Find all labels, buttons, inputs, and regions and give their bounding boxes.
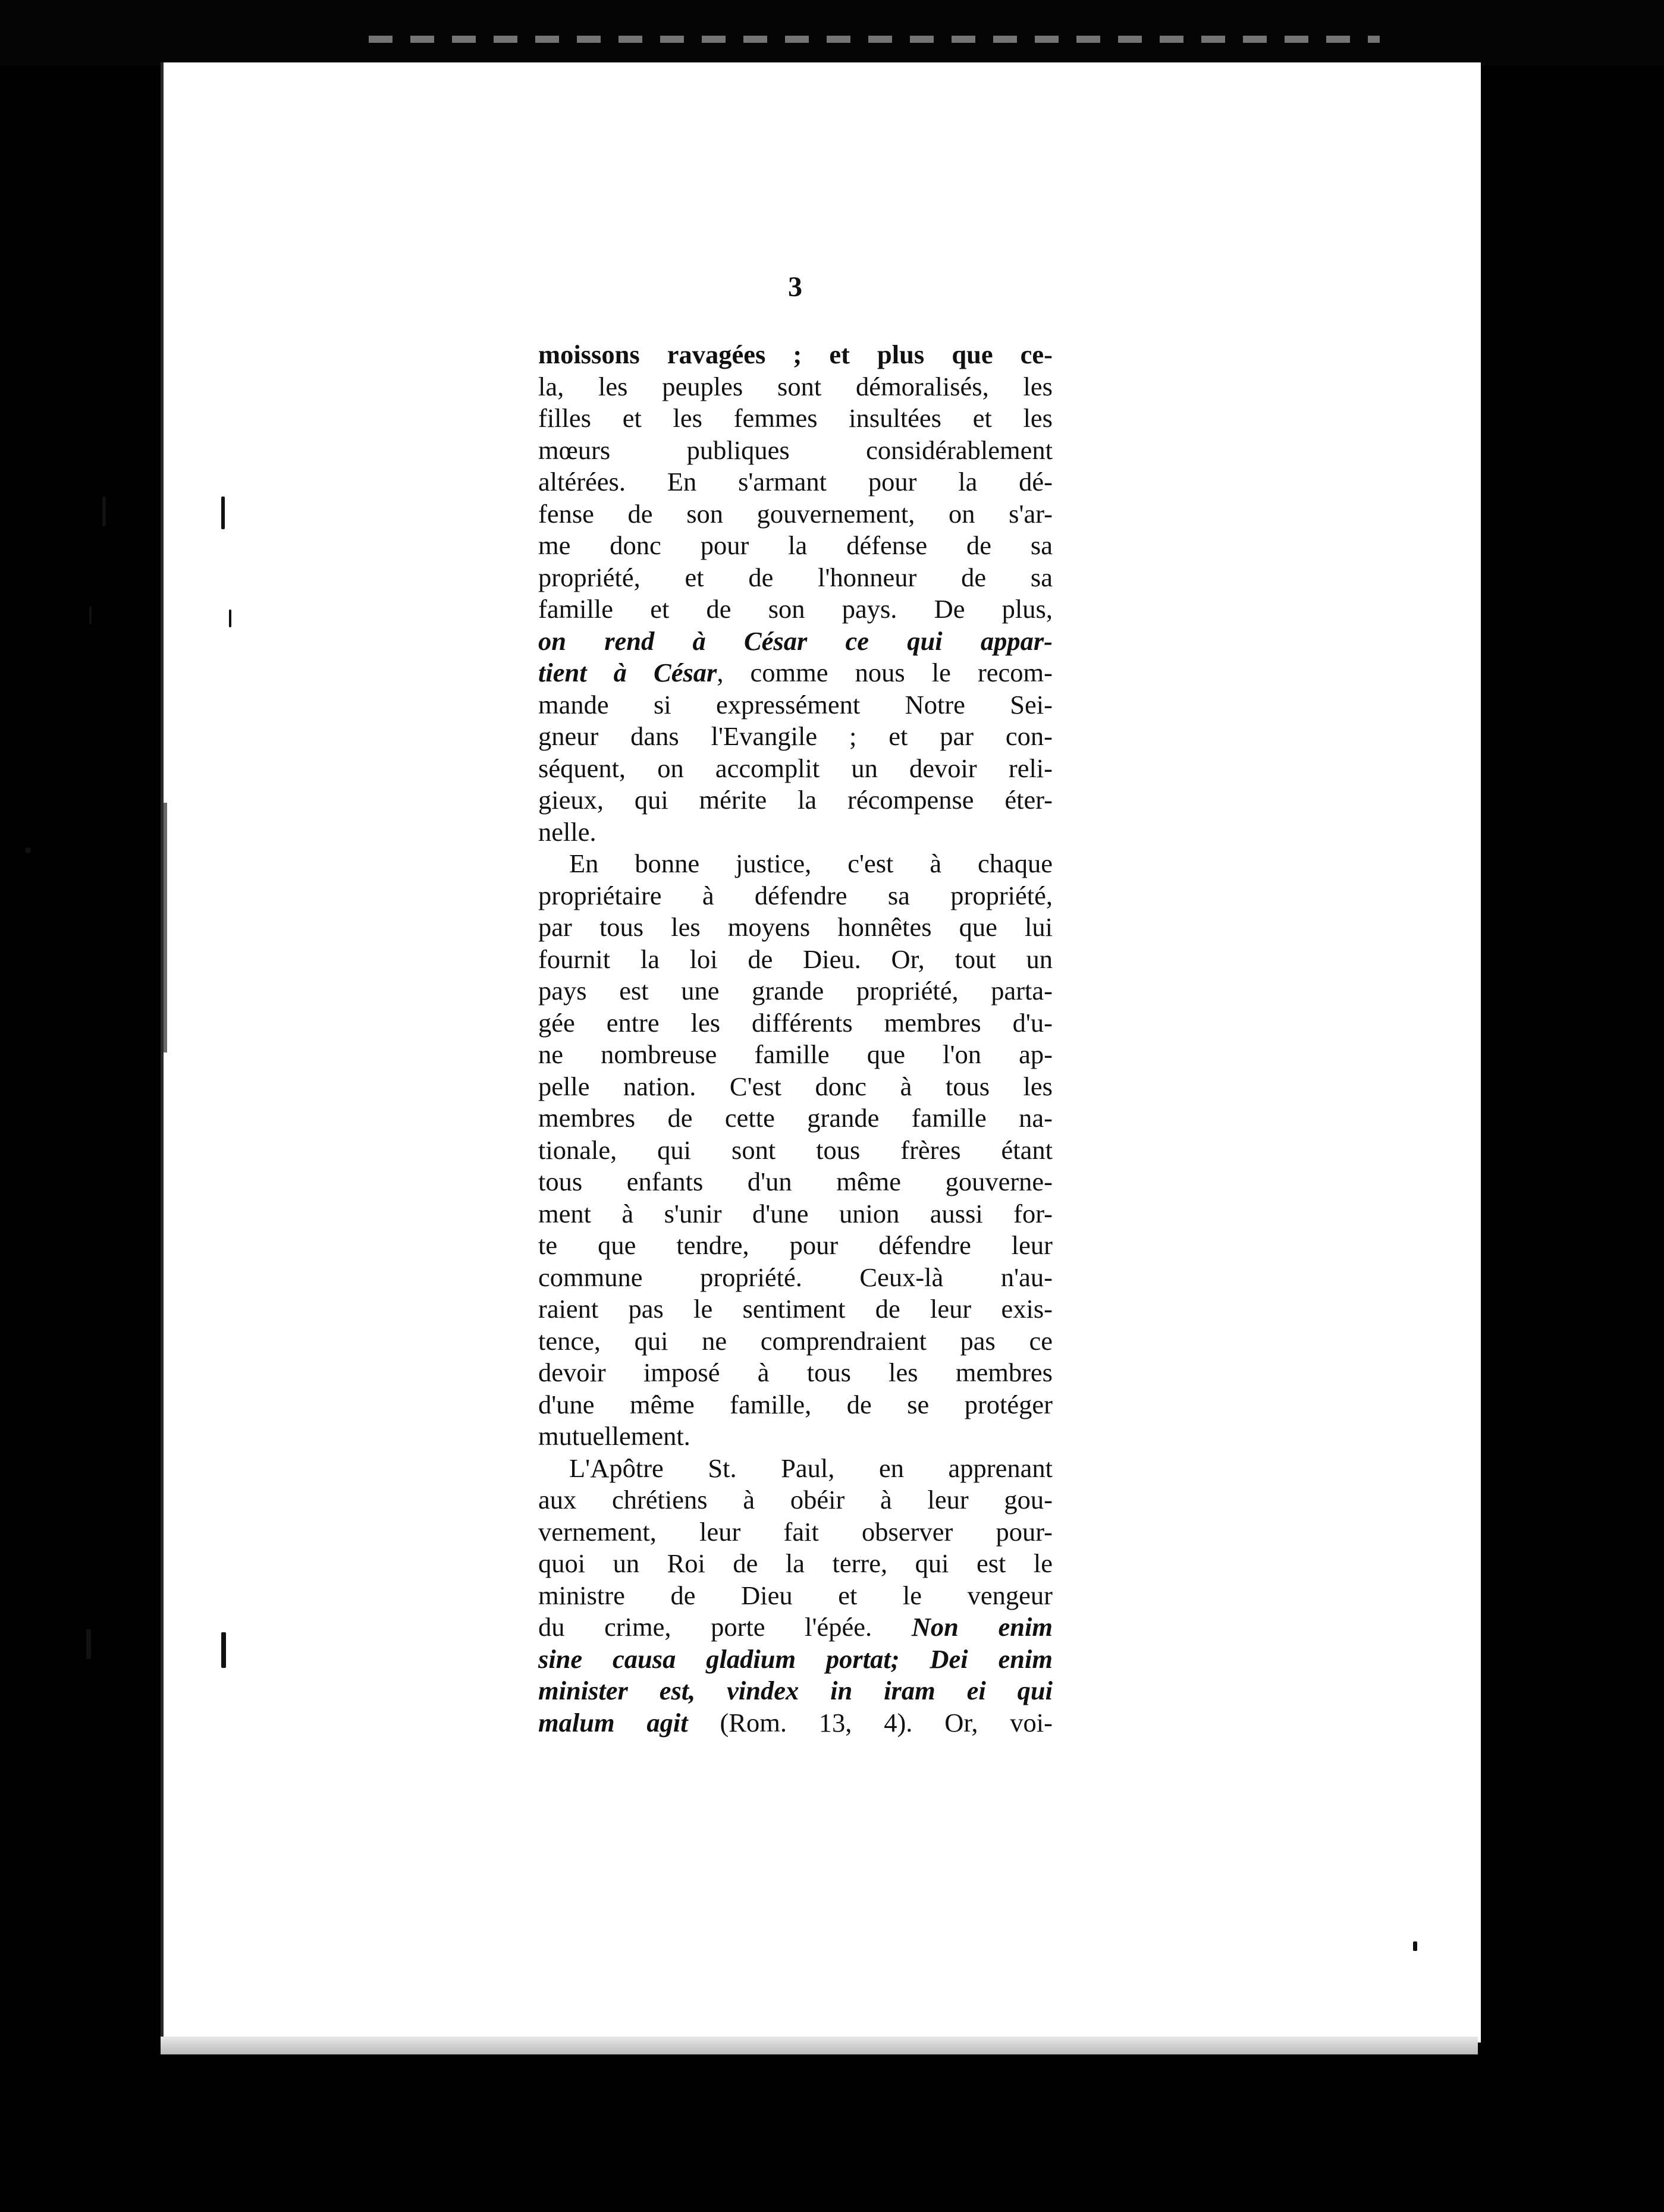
page-number: 3 [788, 271, 802, 303]
paragraph [538, 848, 1053, 1453]
text-line: aux chrétiens à obéir à leur gou- [538, 1485, 1053, 1515]
text-line: ministre de Dieu et le vengeur [538, 1580, 1053, 1610]
text-line: tence, qui ne comprendraient pas ce [538, 1325, 1053, 1356]
scan-mark [229, 609, 231, 627]
binding-edge-mark [164, 803, 167, 1052]
scan-mark [102, 497, 106, 526]
text-line: tionale, qui sont tous frères étant [538, 1135, 1053, 1165]
text-fragment: (Rom. 13, 4). Or, voi- [687, 1707, 1053, 1737]
italic-phrase: tient à César [538, 658, 717, 687]
text-line: la, les peuples sont démoralisés, les [538, 371, 1053, 401]
text-line: gneur dans l'Evangile ; et par con- [538, 721, 1053, 751]
text-line: fense de son gouvernement, on s'ar- [538, 498, 1053, 529]
text-line [538, 1611, 1053, 1644]
text-line: mœurs publiques considérablement [538, 435, 1053, 465]
text-line-italic [538, 1675, 1053, 1707]
text-line: raient pas le sentiment de leur exis- [538, 1294, 1053, 1324]
page-bottom-edge [161, 2037, 1478, 2054]
text-line: ne nombreuse famille que l'on ap- [538, 1039, 1053, 1069]
text-line: En bonne justice, c'est à chaque [569, 849, 1053, 878]
text-line: mande si expressément Notre Sei- [538, 689, 1053, 719]
text-line: propriété, et de l'honneur de sa [538, 562, 1053, 592]
text-line: fournit la loi de Dieu. Or, tout un [538, 944, 1053, 974]
scan-mark [221, 1632, 226, 1668]
text-line: gée entre les différents membres d'u- [538, 1007, 1053, 1038]
text-line: moissons ravagées ; et plus que ce- [538, 340, 1053, 369]
text-line: vernement, leur fait observer pour- [538, 1516, 1053, 1547]
scan-mark [89, 607, 92, 624]
text-line: tous enfants d'un même gouverne- [538, 1167, 1053, 1196]
text-line: pelle nation. C'est donc à tous les [538, 1071, 1053, 1101]
latin-quote: minister est, vindex in iram ei qui [538, 1676, 1053, 1705]
latin-quote: sine causa gladium portat; Dei enim [538, 1644, 1053, 1674]
text-line: commune propriété. Ceux-là n'au- [538, 1262, 1053, 1292]
text-line: propriétaire à défendre sa propriété, [538, 880, 1053, 910]
text-line: me donc pour la défense de sa [538, 530, 1053, 560]
text-line: devoir imposé à tous les membres [538, 1358, 1053, 1387]
text-line: altérées. En s'armant pour la dé- [538, 467, 1053, 497]
scan-mark [25, 847, 31, 853]
text-line: séquent, on accomplit un devoir reli- [538, 753, 1053, 783]
text-line: filles et les femmes insultées et les [538, 403, 1053, 433]
paragraph [538, 339, 1053, 848]
latin-quote: on rend à César ce qui appar- [538, 626, 1053, 656]
text-line: d'une même famille, de se protéger [538, 1389, 1053, 1419]
text-line: gieux, qui mérite la récompense éter- [538, 785, 1053, 815]
text-line: pays est une grande propriété, parta- [538, 976, 1053, 1006]
scan-mark [1413, 1941, 1417, 1951]
text-line: L'Apôtre St. Paul, en apprenant [569, 1453, 1053, 1483]
text-fragment: , comme nous le recom- [717, 658, 1053, 687]
text-line: te que tendre, pour défendre leur [538, 1230, 1053, 1260]
text-line: nelle. [538, 816, 596, 847]
scan-mark [221, 497, 225, 529]
scan-top-border [0, 0, 1664, 65]
latin-quote: malum agit [538, 1707, 688, 1737]
text-fragment: du crime, porte l'épée. [538, 1612, 912, 1642]
bleed-through-smudge [369, 36, 1380, 43]
text-line: famille et de son pays. De plus, [538, 594, 1053, 624]
text-line: par tous les moyens honnêtes que lui [538, 912, 1053, 942]
paragraph [538, 1453, 1053, 1739]
text-line: mutuellement. [538, 1421, 690, 1451]
body-text [538, 339, 1053, 1739]
text-line-italic [538, 626, 1053, 658]
text-line [538, 1707, 1053, 1739]
text-line-italic [538, 1644, 1053, 1676]
text-line: ment à s'unir d'une union aussi for- [538, 1198, 1053, 1228]
latin-quote: Non enim [911, 1612, 1053, 1642]
text-line [538, 657, 1053, 689]
text-line: membres de cette grande famille na- [538, 1103, 1053, 1133]
text-line: quoi un Roi de la terre, qui est le [538, 1548, 1053, 1578]
scan-mark [86, 1629, 91, 1659]
